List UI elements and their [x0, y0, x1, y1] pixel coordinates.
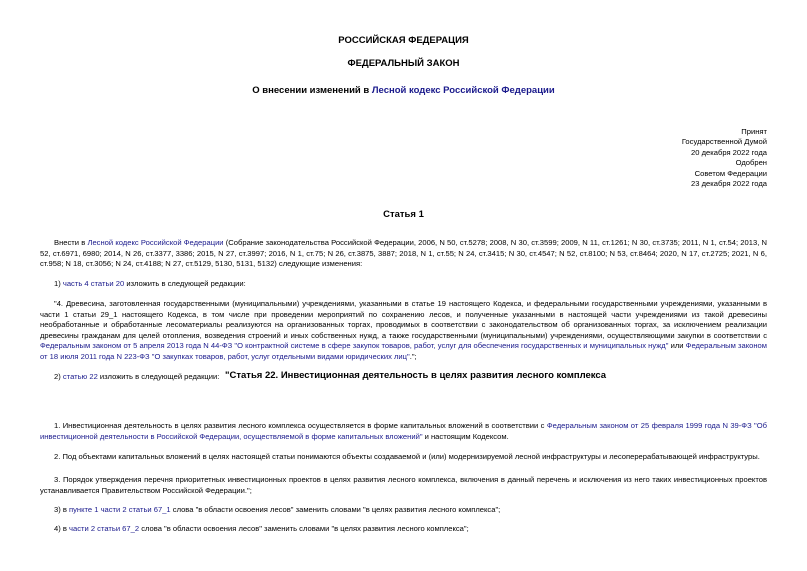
article-22-heading: "Статья 22. Инвестиционная деятельность в целях развития лесного комплекса [225, 370, 607, 381]
adoption-line: Одобрен [735, 158, 767, 168]
item-text: изложить в следующей редакции: [124, 279, 246, 288]
para-text-rest: и настоящим Кодексом. [422, 431, 509, 441]
country-heading: РОССИЙСКАЯ ФЕДЕРАЦИЯ [338, 35, 469, 46]
adoption-line: 23 декабря 2022 года [691, 179, 767, 189]
quote-text: "4. Древесина, заготовленная государственными (муниципальными) учреждениями, указанными в статье 19 настоящего Кодекса, и федеральными государственными учреждениями, указанными в части 1 статьи 29_1 настоящего Кодекса, в том числе при проведении мероприятий по сохранению лесов, и полученные указанными в настоящей части учреждениями из такой древесины необработанные и обработанные лесоматериалы реализуются на организованных торгах, проводимых в соответствии с законодательством об организованных торгах, за исключением реализации древесины гражданам для целей отопления, возведения строений и иных собственных нужд, а также государственными (муниципальными) учреждениями, осуществляющими закупки в соответствии с [40, 299, 767, 340]
quote-text-mid: или [668, 341, 686, 351]
law-type-heading: ФЕДЕРАЛЬНЫЙ ЗАКОН [347, 58, 460, 69]
article-22-para-2: 2. Под объектами капитальных вложений в целях настоящей статьи понимаются объекты создаваемой и (или) модернизируемой лесной инфраструктуры и лесоперерабатывающей инфраструктуры. [54, 452, 760, 461]
adoption-line: Советом Федерации [694, 168, 767, 178]
adoption-line: Государственной Думой [681, 137, 767, 147]
item-text: слова "в области освоения лесов" заменить словами "в целях развития лесного комплекса"; [139, 524, 469, 533]
item-text: изложить в следующей редакции: [97, 372, 220, 381]
part4-article20-link[interactable]: часть 4 статьи 20 [62, 279, 125, 288]
quoted-part-4 [40, 299, 767, 363]
item-number: 1) [54, 279, 63, 288]
article-22-para-1 [40, 421, 767, 442]
article67-1-link[interactable]: пункте 1 части 2 статьи 67_1 [69, 505, 171, 514]
law-223fz-link[interactable]: Федеральным законом от 18 июля 2011 года N 223-ФЗ "О закупках товаров, работ, услуг отдельными видами юридических лиц" [40, 341, 767, 361]
article22-link[interactable]: статью 22 [62, 372, 98, 381]
item-number: 2) [54, 372, 63, 381]
item-number: 3) в [54, 505, 70, 514]
law-title [0, 85, 807, 96]
adoption-line: 20 декабря 2022 года [691, 147, 767, 157]
intro-text-rest: (Собрание законодательства Российской Федерации, 2006, N 50, ст.5278; 2008, N 30, ст.3599; 2009, N 11, ст.1261; N 30, ст.3735; 2011, N 1, ст.54; 2013, N 52, ст.6971, 6980; 2014, N 26, ст.3377, 3386; 2015, N 27, ст.3997; 2016, N 1, ст.75; N 26, ст.3875, 3887; 2018, N 1, ст.55; N 24, ст.3415; N 30, ст.4547; N 52, ст.8100; N 53, ст.8464; 2020, N 17, ст.2725; 2021, N 6, ст.958; N 18, ст.3056; N 24, ст.4188; N 27, ст.5129, 5130, 5131, 5132) следующие изменения: [40, 238, 767, 269]
article67-2-link[interactable]: части 2 статьи 67_2 [69, 524, 140, 533]
adoption-line: Принят [741, 127, 767, 136]
para-text: 1. Инвестиционная деятельность в целях развития лесного комплекса осуществляется в форме капитальных вложений в соответствии с [54, 421, 547, 430]
law-44fz-link[interactable]: Федеральным законом от 5 апреля 2013 года N 44-ФЗ "О контрактной системе в сфере закупок товаров, работ, услуг для обеспечения государственных и муниципальных нужд" [40, 341, 669, 351]
forest-code-intro-link[interactable]: Лесной кодекс Российской Федерации [87, 238, 224, 247]
law-title-prefix: О внесении изменений в [252, 85, 372, 96]
item-3 [54, 505, 767, 516]
adoption-block [682, 127, 767, 189]
article-1-heading: Статья 1 [383, 209, 424, 220]
law-39fz-link[interactable]: Федеральным законом от 25 февраля 1999 года N 39-ФЗ "Об инвестиционной деятельности в Российской Федерации, осуществляемой в форме капитальных вложений" [40, 421, 767, 441]
intro-text: Внести в [54, 238, 88, 247]
item-4 [54, 524, 767, 535]
article-22-para-3: 3. Порядок утверждения перечня приоритетных инвестиционных проектов в целях развития лесного комплекса, включения в данный перечень и исключения из него таких инвестиционных проектов устанавливается Правительством Российской Федерации."; [40, 475, 767, 495]
item-number: 4) в [54, 524, 70, 533]
item-text: слова "в области освоения лесов" заменить словами "в целях развития лесного комплекса"; [170, 505, 501, 514]
forest-code-link[interactable]: Лесной кодекс Российской Федерации [371, 85, 555, 96]
quote-end: ."; [409, 351, 417, 361]
article-1-intro [40, 238, 767, 270]
item-1 [54, 279, 767, 290]
